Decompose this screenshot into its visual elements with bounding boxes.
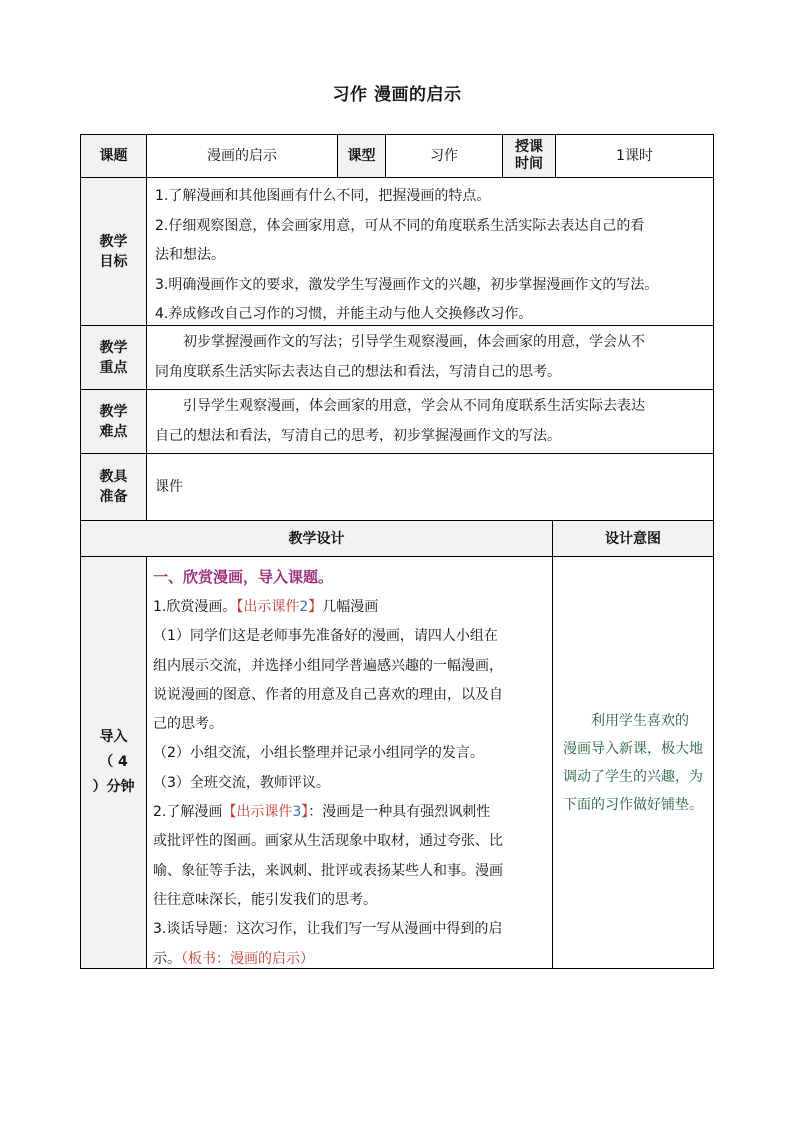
goal-line: 2.仔细观察图意，体会画家用意，可从不同的角度联系生活实际去表达自己的看	[155, 217, 645, 234]
goals-label	[81, 178, 147, 326]
intro-line-2: （1）同学们这是老师事先准备好的漫画，请四人小组在	[153, 628, 498, 645]
key-points-label	[81, 326, 147, 390]
key-points-content	[147, 326, 713, 390]
intro-label-line-1: 导入	[99, 729, 128, 745]
goal-line: 3.明确漫画作文的要求，激发学生写漫画作文的兴趣，初步掌握漫画作文的写法。	[155, 276, 659, 293]
time-value: 1课时	[556, 135, 713, 178]
lesson-plan-table	[80, 134, 714, 969]
courseware-number: 2	[299, 599, 309, 615]
intro-line-6: （2）小组交流，小组长整理并记录小组同学的发言。	[153, 745, 484, 762]
design-header: 教学设计	[81, 521, 553, 557]
goal-line: 4.养成修改自己习作的习惯，并能主动与他人交换修改习作。	[155, 306, 533, 322]
intro-line-8-text: 2.了解漫画	[153, 804, 223, 821]
intro-content	[147, 557, 553, 968]
intro-label-line-2: （ 4	[99, 754, 128, 770]
intro-line-3: 组内展示交流，并选择小组同学普遍感兴趣的一幅漫画，	[153, 657, 503, 674]
board-note: （板书：漫画的启示）	[181, 950, 314, 967]
intent-line: 漫画导入新课，极大地	[563, 740, 703, 757]
page-title: 习作 漫画的启示	[332, 85, 462, 105]
goals-content	[147, 178, 713, 326]
intro-line-1-tail: 几幅漫画	[322, 599, 379, 615]
intro-line-10: 喻、象征等手法，来讽刺、批评或表扬某些人和事。漫画	[153, 862, 503, 879]
topic-label: 课题	[81, 135, 147, 178]
materials-label-line-1: 教具	[99, 469, 128, 485]
time-label-line-1: 授课	[515, 139, 543, 155]
difficulties-line-1: 引导学生观察漫画，体会画家的用意，学会从不同角度联系生活实际去表达	[183, 398, 645, 414]
intro-heading: 一、欣赏漫画，导入课题。	[153, 568, 334, 586]
intro-line-7: （3）全班交流，教师评议。	[153, 774, 330, 791]
type-label: 课型	[338, 135, 386, 178]
courseware-ref-close: 】	[308, 599, 323, 615]
intent-header: 设计意图	[553, 521, 713, 557]
courseware-ref-open: 【出示课件	[222, 804, 293, 821]
intro-line-4: 说说漫画的图意、作者的用意及自己喜欢的理由，以及自	[153, 686, 503, 703]
difficulties-label-line-1: 教学	[99, 403, 128, 420]
difficulties-line-2: 自己的想法和看法，写清自己的思考，初步掌握漫画作文的写法。	[155, 427, 561, 444]
intro-intent	[553, 557, 713, 968]
goal-line: 法和想法。	[155, 247, 225, 263]
courseware-number: 3	[292, 804, 302, 821]
courseware-ref-close: 】	[301, 804, 309, 821]
intro-line-11: 往往意味深长，能引发我们的思考。	[153, 891, 377, 908]
type-value: 习作	[386, 135, 503, 178]
intro-line-8-tail: ：漫画是一种具有强烈讽刺性	[308, 804, 491, 821]
goals-label-line-2: 目标	[99, 253, 128, 270]
intro-line-5: 己的思考。	[153, 716, 223, 733]
intent-line: 利用学生喜欢的	[591, 712, 689, 729]
difficulties-content	[147, 390, 713, 454]
intro-line-1-text: 1.欣赏漫画。	[153, 599, 237, 615]
intro-line-9: 或批评性的图画。画家从生活现象中取材，通过夸张、比	[153, 833, 503, 850]
intro-label	[81, 557, 147, 968]
time-label	[503, 135, 556, 178]
intro-label-line-3: ）分钟	[92, 779, 135, 795]
intro-line-1	[153, 593, 550, 622]
goal-line: 1.了解漫画和其他图画有什么不同，把握漫画的特点。	[155, 188, 491, 204]
topic-value: 漫画的启示	[147, 135, 338, 178]
courseware-ref-open: 【出示课件	[236, 599, 300, 615]
materials-label	[81, 454, 147, 521]
intro-line-8	[153, 798, 550, 827]
difficulties-label	[81, 390, 147, 454]
intro-line-13	[153, 945, 550, 974]
difficulties-label-line-2: 难点	[99, 423, 128, 440]
time-label-line-2: 时间	[515, 156, 543, 172]
intent-line: 下面的习作做好铺垫。	[563, 796, 703, 813]
key-points-label-line-1: 教学	[99, 339, 128, 356]
intent-line: 调动了学生的兴趣，为	[563, 768, 703, 785]
goals-label-line-1: 教学	[99, 233, 128, 250]
key-points-label-line-2: 重点	[99, 359, 128, 376]
intro-line-13-text: 示。	[153, 950, 181, 967]
materials-label-line-2: 准备	[99, 489, 128, 505]
intro-line-12: 3.谈话导题：这次习作，让我们写一写从漫画中得到的启	[153, 921, 503, 938]
key-points-line-1: 初步掌握漫画作文的写法；引导学生观察漫画，体会画家的用意，学会从不	[183, 334, 645, 350]
materials-value: 课件	[147, 454, 713, 521]
key-points-line-2: 同角度联系生活实际去表达自己的想法和看法，写清自己的思考。	[155, 363, 561, 380]
